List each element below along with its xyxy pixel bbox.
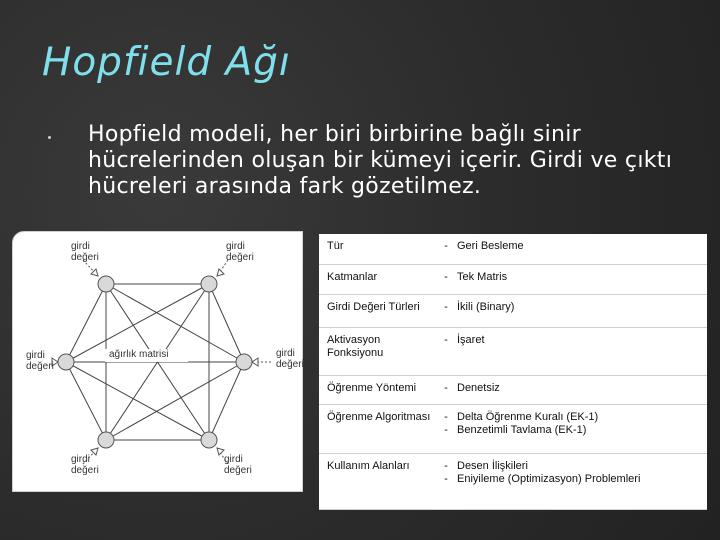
row-value-line: İkili (Binary) (457, 301, 515, 314)
dash-mark: - (444, 424, 448, 437)
input-label-right: girdi değeri (276, 348, 304, 370)
input-label-top-right: girdi değeri (226, 241, 254, 263)
row-dash (437, 405, 455, 454)
table-row (319, 264, 707, 294)
arrow-head (217, 448, 224, 455)
neuron-node (201, 432, 217, 448)
row-value (455, 453, 707, 509)
row-label: Öğrenme Yöntemi (319, 375, 437, 404)
connection-line (66, 284, 106, 362)
row-value (455, 264, 707, 294)
network-graph (13, 232, 302, 491)
input-label-top-left: girdi değeri (71, 241, 99, 263)
bullet-dot-icon (48, 136, 51, 139)
connection-line (209, 362, 244, 440)
neuron-node (98, 432, 114, 448)
row-label: Tür (319, 234, 437, 264)
table-row (319, 375, 707, 404)
arrow-head (252, 358, 258, 366)
table-row (319, 453, 707, 509)
row-dash (437, 328, 455, 376)
row-value-line: İşaret (457, 334, 485, 347)
row-value-line: Eniyileme (Optimizasyon) Problemleri (457, 472, 641, 485)
table-row (319, 295, 707, 328)
row-value-line: Denetsiz (457, 381, 500, 394)
neuron-node (58, 354, 74, 370)
dash-mark: - (444, 472, 448, 485)
row-value (455, 405, 707, 454)
neuron-node (201, 276, 217, 292)
row-value-line: Delta Öğrenme Kuralı (EK-1) (457, 411, 599, 424)
dash-mark: - (444, 270, 448, 283)
row-dash (437, 453, 455, 509)
row-label: Öğrenme Algoritması (319, 405, 437, 454)
connection-line (209, 284, 244, 362)
dash-mark: - (444, 334, 448, 347)
table-row (319, 405, 707, 454)
properties-table (319, 234, 707, 510)
neuron-node (236, 354, 252, 370)
connection-line (66, 362, 106, 440)
row-label: Katmanlar (319, 264, 437, 294)
row-value-line: Geri Besleme (457, 240, 524, 252)
neuron-node (98, 276, 114, 292)
row-value (455, 234, 707, 264)
row-value (455, 375, 707, 404)
row-dash (437, 375, 455, 404)
weight-matrix-label: ağırlık matrisi (109, 349, 169, 360)
row-dash (437, 234, 455, 264)
dash-mark: - (444, 381, 448, 394)
input-label-bottom-right: girdi değeri (224, 454, 252, 476)
bullet-text: Hopfield modeli, her biri birbirine bağlı sinir hücrelerinden oluşan bir kümeyi içerir. Girdi ve çıktı hücreleri arasında fark gözetilmez. (88, 122, 673, 199)
bullet-item (48, 122, 688, 200)
input-label-left: girdi değeri (26, 350, 54, 372)
dash-mark: - (444, 301, 448, 314)
row-value (455, 295, 707, 328)
row-label: Aktivasyon Fonksiyonu (319, 328, 437, 376)
row-dash (437, 264, 455, 294)
connection-line (106, 362, 244, 440)
row-value-line: Desen İlişkileri (457, 459, 528, 472)
table-row (319, 328, 707, 376)
connection-line (66, 362, 209, 440)
row-label: Kullanım Alanları (319, 453, 437, 509)
dash-mark: - (444, 459, 448, 472)
table-row (319, 234, 707, 264)
row-value-line: Benzetimli Tavlama (EK-1) (457, 424, 587, 437)
slide-title: Hopfield Ağı (42, 40, 291, 85)
row-value-line: Tek Matris (457, 270, 508, 283)
dash-mark: - (444, 240, 448, 252)
arrow-head (217, 269, 224, 276)
hopfield-network-diagram (12, 231, 303, 492)
row-dash (437, 295, 455, 328)
row-value (455, 328, 707, 376)
input-label-bottom-left: girdi değeri (71, 454, 99, 476)
dash-mark: - (444, 411, 448, 424)
row-label: Girdi Değeri Türleri (319, 295, 437, 328)
